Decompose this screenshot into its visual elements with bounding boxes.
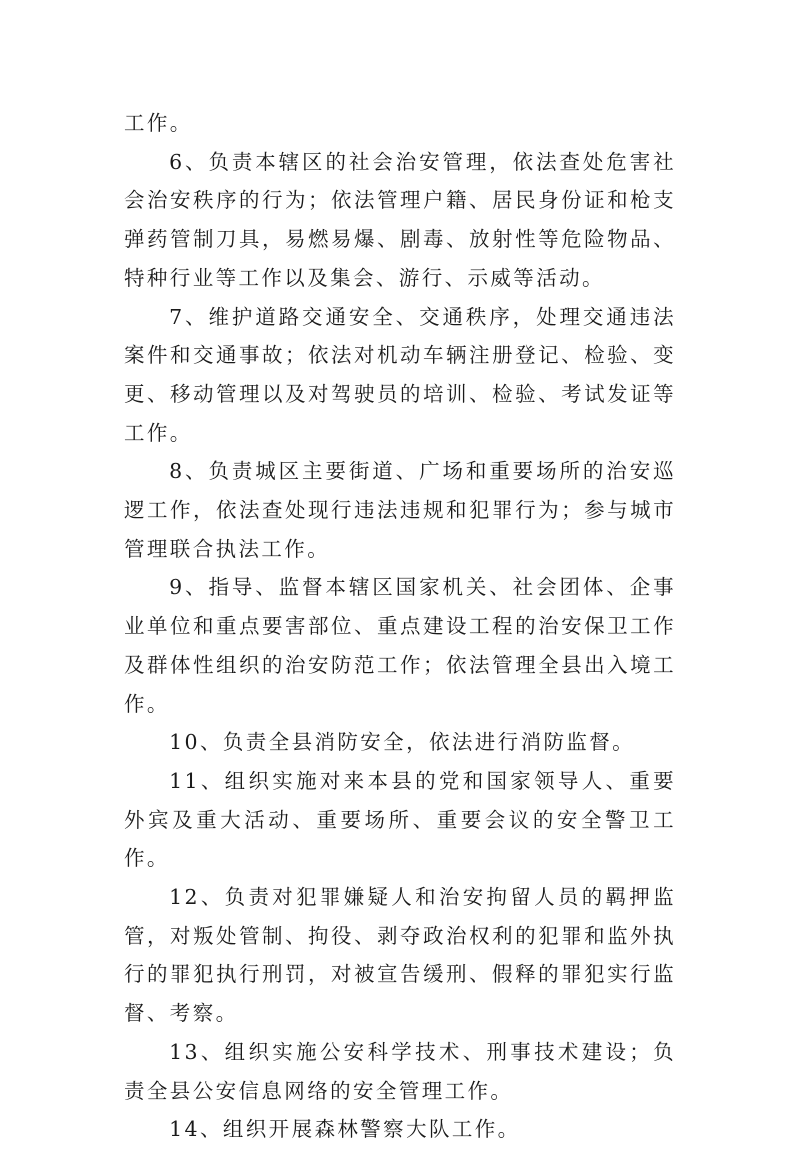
paragraph-item-10: 10、负责全县消防安全，依法进行消防监督。 [169, 730, 636, 755]
document-body [124, 104, 676, 1149]
paragraph-item-6: 6、负责本辖区的社会治安管理，依法查处危害社会治安秩序的行为；依法管理户籍、居民身份证和枪支弹药管制刀具，易燃易爆、剧毒、放射性等危险物品、特种行业等工作以及集会、游行、示威等活动。 [124, 149, 676, 290]
paragraph-item-12: 12、负责对犯罪嫌疑人和治安拘留人员的羁押监管，对叛处管制、拘役、剥夺政治权利的犯罪和监外执行的罪犯执行刑罚，对被宣告缓刑、假释的罪犯实行监督、考察。 [124, 885, 676, 1026]
paragraph-item-9: 9、指导、监督本辖区国家机关、社会团体、企事业单位和重点要害部位、重点建设工程的治安保卫工作及群体性组织的治安防范工作；依法管理全县出入境工作。 [124, 575, 676, 716]
paragraph-item-13: 13、组织实施公安科学技术、刑事技术建设；负责全县公安信息网络的安全管理工作。 [124, 1039, 676, 1103]
paragraph-item-8: 8、负责城区主要街道、广场和重要场所的治安巡逻工作，依法查处现行违法违规和犯罪行为；参与城市管理联合执法工作。 [124, 459, 676, 561]
paragraph-item-7: 7、维护道路交通安全、交通秩序，处理交通违法案件和交通事故；依法对机动车辆注册登记、检验、变更、移动管理以及对驾驶员的培训、检验、考试发证等工作。 [124, 304, 676, 445]
paragraph-continuation: 工作。 [124, 111, 193, 135]
paragraph-item-14: 14、组织开展森林警察大队工作。 [169, 1117, 521, 1142]
paragraph-item-11: 11、组织实施对来本县的党和国家领导人、重要外宾及重大活动、重要场所、重要会议的安全警卫工作。 [124, 768, 676, 871]
